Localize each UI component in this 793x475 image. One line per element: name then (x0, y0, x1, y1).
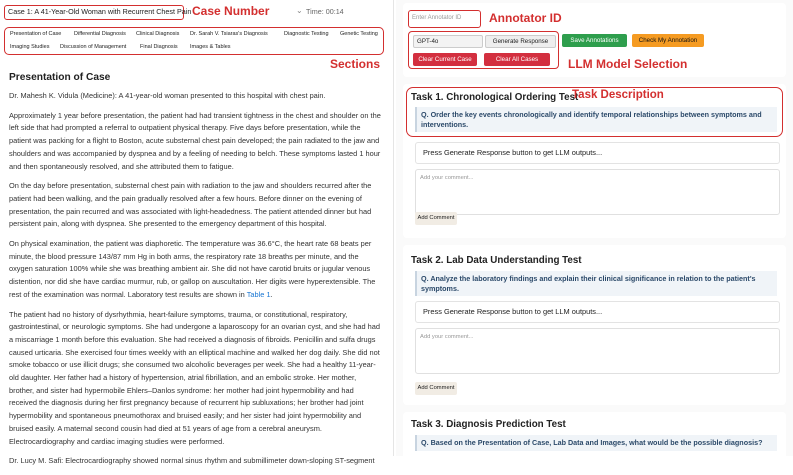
pane-divider (393, 0, 394, 456)
tab-genetic-testing[interactable]: Genetic Testing (340, 31, 378, 37)
paragraph: Dr. Lucy M. Safi: Electrocardiography showed normal sinus rhythm and submillimeter down-sloping ST-segment (9, 456, 375, 466)
tab-clinical-diagnosis[interactable]: Clinical Diagnosis (136, 31, 180, 37)
content-title: Presentation of Case (9, 72, 111, 83)
generate-response-button[interactable]: Generate Response (485, 35, 556, 48)
task-2-comment-input[interactable]: Add your comment... (415, 328, 780, 374)
annotator-id-annotation: Annotator ID (489, 11, 562, 25)
paragraph-text: On physical examination, the patient was diaphoretic. The temperature was 36.6°C, the heart rate 68 beats per minute, the blood pressure 143/87 mm Hg in both arms, the respiratory rate 18 breaths per minute, and the oxygen saturation 100% while she was breathing ambient air. She did not have carotid bruits or jugular venous distention, nor did she have cardiac murmur, rub, or gallop on auscultation. Her digits were hyperextensible. The rest of the examination was normal. Laboratory test results are shown in (9, 239, 376, 299)
task-1-response: Press Generate Response button to get LLM outputs... (415, 142, 780, 164)
tab-final-diagnosis[interactable]: Final Diagnosis (140, 44, 178, 50)
task-3-title: Task 3. Diagnosis Prediction Test (411, 419, 566, 430)
annotator-id-input[interactable]: Enter Annotator ID (408, 10, 481, 28)
task-1-title: Task 1. Chronological Ordering Test (411, 92, 579, 103)
llm-model-selection-annotation: LLM Model Selection (568, 57, 688, 71)
check-annotation-button[interactable]: Check My Annotation (632, 34, 704, 47)
timer: Time: 00:14 (306, 7, 344, 16)
task-3-card (403, 412, 786, 462)
case-row (4, 5, 384, 21)
paragraph: The patient had no history of dysrhythmia, heart-failure symptoms, trauma, or constitutional, respiratory, gastrointestinal, or neurologic symptoms. She had undergone a laparoscopy for an ovarian cyst, and she had had a miscarriage 1 month before this evaluation. She had received a diagnosis of fibroids. Penicillin and sulfa drugs caused urticaria. She exercised four times weekly with an elliptical machine and walked her dog daily. She did not smoke tobacco or use illicit drugs; she consumed two alcoholic beverages per week. She had a healthy 11-year-old daughter. Her father had a history of hypertension, atrial fibrillation, and an embolic stroke. Her mother, brother, and sister had hypermobile Ehlers–Danlos syndrome: her mother had joint hypermobility and had received the diagnosis during her first pregnancy because of recurrent hip subluxations; her brother had joint hypermobility and spontaneous pneumothorax and bruised easily; and her sister had joint hypermobility and bruised easily. A maternal second cousin had died at 51 years of age from a cerebral aneurysm. Electrocardiography and cardiac imaging studies were performed. (9, 309, 380, 446)
case-pane (0, 0, 388, 466)
paragraph: Approximately 1 year before presentation, the patient had had transient tightness in the chest and shoulder on the left side that had prompted a referral to outpatient physical therapy. Five days before presentation, while the patient was packing for a flight to Boston, acute substernal chest pain developed; the pain radiated to the jaw and shoulders and was accompanied by dyspnea and by a feeling of needing to belch. These symptoms lasted 1 hour and then spontaneously resolved, and she attributed them to fatigue. (9, 110, 381, 171)
tab-tsiaras-diagnosis[interactable]: Dr. Sarah V. Tsiaras's Diagnosis (190, 31, 268, 37)
task-3-question: Q. Based on the Presentation of Case, Lab Data and Images, what would be the possible diagnosis? (415, 435, 777, 451)
tab-images-tables[interactable]: Images & Tables (190, 44, 231, 50)
tab-imaging-studies[interactable]: Imaging Studies (10, 44, 50, 50)
sections-annotation: Sections (330, 57, 381, 71)
section-tabs (4, 27, 384, 55)
save-annotations-button[interactable]: Save Annotations (562, 34, 627, 47)
chevron-down-icon[interactable]: ⌄ (296, 6, 303, 15)
task-1-add-comment-button[interactable]: Add Comment (415, 212, 457, 225)
tab-differential-diagnosis[interactable]: Differential Diagnosis (74, 31, 126, 37)
task-2-question: Q. Analyze the laboratory findings and explain their clinical significance in relation to the patient's symptoms. (415, 271, 777, 296)
tab-diagnostic-testing[interactable]: Diagnostic Testing (284, 31, 329, 37)
clear-all-cases-button[interactable]: Clear All Cases (484, 53, 550, 66)
task-2-add-comment-button[interactable]: Add Comment (415, 382, 457, 395)
task-2-response: Press Generate Response button to get LLM outputs... (415, 301, 780, 323)
clear-current-case-button[interactable]: Clear Current Case (413, 53, 477, 66)
tab-discussion-of-management[interactable]: Discussion of Management (60, 44, 127, 50)
tab-presentation-of-case[interactable]: Presentation of Case (10, 31, 62, 37)
task-2-card (403, 245, 786, 405)
paragraph: On the day before presentation, substernal chest pain with radiation to the jaw and shoulders recurred after the patient had been walking, and the pain gradually resolved after a few hours. Before dinner on the evening of presentation, the pain recurred and was associated with light-headedness. The patient attended dinner but had persistent pain, along with dyspnea. She presented to the emergency department of this hospital. (9, 181, 372, 229)
task-1-comment-input[interactable]: Add your comment... (415, 169, 780, 215)
task-1-card (403, 84, 786, 238)
case-content (9, 72, 381, 475)
paragraph-text: . (270, 289, 273, 299)
model-select[interactable]: GPT-4o (413, 35, 483, 48)
paragraph (9, 238, 381, 302)
task-1-question: Q. Order the key events chronologically and identify temporal relationships between symptoms and interventions. (415, 107, 777, 132)
task-2-title: Task 2. Lab Data Understanding Test (411, 255, 582, 266)
task-description-annotation: Task Description (572, 89, 664, 101)
controls-card (403, 3, 786, 77)
table-1-link[interactable]: Table 1 (246, 289, 271, 299)
case-select[interactable]: Case 1: A 41-Year-Old Woman with Recurrent Chest Pain (4, 5, 184, 20)
case-number-annotation: Case Number (192, 4, 270, 18)
annotation-pane (396, 0, 793, 456)
paragraph: Dr. Mahesh K. Vidula (Medicine): A 41-year-old woman presented to this hospital with chest pain. (9, 91, 326, 100)
